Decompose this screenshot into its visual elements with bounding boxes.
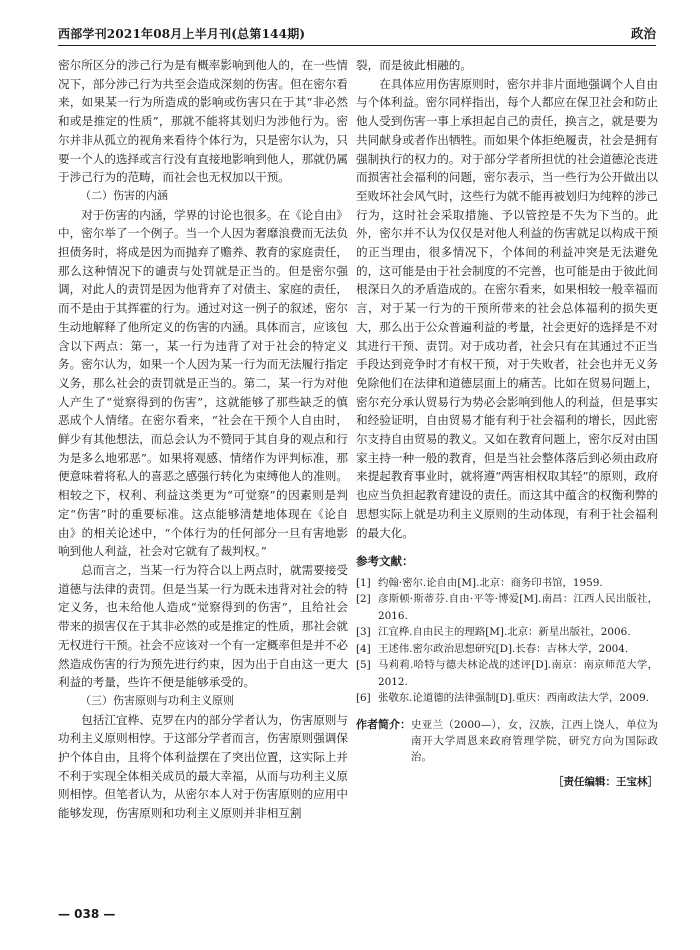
reference-text: 王述伟.密尔政治思想研究[D].长春：吉林大学，2004. (378, 642, 629, 655)
left-column (58, 56, 348, 823)
references-heading: 参考文献： (356, 554, 414, 569)
reference-number: [5] (356, 659, 371, 672)
author-bio (356, 717, 658, 765)
page-number: — 038 — (58, 907, 116, 921)
author-label: 作者简介： (356, 717, 411, 731)
page-header (58, 22, 656, 46)
reference-text: 彦斯顿·斯蒂芬.自由·平等·博爱[M].南昌：江西人民出版社，2016. (378, 593, 658, 622)
reference-item (356, 690, 658, 707)
reference-text: 马莉莉.哈特与德夫林论战的述评[D].南京：南京师范大学，2012. (378, 659, 658, 688)
responsible-editor: ［责任编辑：王宝林］ (553, 775, 658, 788)
reference-item (356, 657, 658, 690)
paragraph: 包括江宜桦、克罗在内的部分学者认为，伤害原则与功利主义原则相悖。于这部分学者而言，伤害原则强调保护个体自由，且将个体利益摆在了突出位置，这实际上并不利于实现全体相关成员的最大幸福，从而与功利主义原则相悖。但笔者认为，从密尔本人对于伤害原则的应用中能够发现，伤害原则和功利主义原则并非相互割 (58, 712, 348, 821)
reference-item (356, 591, 658, 624)
reference-item (356, 641, 658, 658)
right-column (356, 56, 658, 792)
reference-text: 江宜桦.自由民主的理路[M].北京：新星出版社，2006. (378, 626, 631, 639)
reference-number: [1] (356, 576, 371, 589)
paragraph: 总而言之，当某一行为符合以上两点时，就需要接受道德与法律的责罚。但是当某一行为既未违背对社会的特定义务，也未给他人造成“觉察得到的伤害”，且给社会带来的损害仅在于其非必然的或是推定的性质，那社会就无权进行干预。社会不应该对一个有一定概率但是并不必然造成伤害的行为预先进行约束，因为出于自由这一更大利益的考量，些许不便是能够承受的。 (58, 562, 348, 690)
paragraph: 在具体应用伤害原则时，密尔并非片面地强调个人自由与个体利益。密尔同样指出，每个人都应在保卫社会和防止他人受到伤害一事上承担起自己的责任，换言之，就是要为共同献身或者作出牺牲。而如果个体拒绝履责，社会是拥有强制执行的权力的。对于部分学者所担忧的社会道德沦丧进而损害社会福利的问题，密尔表示，当一些行为公开做出以至败坏社会风气时，这些行为就不能再被划归为纯粹的涉己行为，这时社会采取措施、予以管控是不失为下当的。此外，密尔并不认为仅仅是对他人利益的伤害就足以构成干预的正当理由，很多情况下，个体间的利益冲突是无法避免的，这可能是由于社会制度的不完善，也可能是由于彼此间根深日久的矛盾造成的。在密尔看来，如果相较一般幸福而言，对于某一行为的干预所带来的社会总体福利的损失更大，那么出于公众普遍利益的考量，社会更好的选择是不对其进行干预、责罚。对于成功者，社会只有在其通过不正当手段达到竞争时才有权干预，对于失败者，社会也并无义务免除他们在法律和道德层面上的痛苦。比如在贸易问题上，密尔充分承认贸易行为势必会影响到他人的利益，但是事实和经验证明，自由贸易才能有利于社会福利的增长，因此密尔支持自由贸易的教义。又如在教育问题上，密尔反对由国家主持一种一般的教育，但是当社会整体落后到必须由政府来提起教育事业时，就将遵“两害相权取其轻”的原则，政府也应当负担起教育建设的责任。而这其中蕴含的权衡利弊的思想实际上就是功利主义原则的生动体现，有利于社会福利的最大化。 (356, 76, 658, 540)
reference-number: [3] (356, 626, 371, 639)
reference-number: [2] (356, 593, 371, 606)
section-label: 政治 (630, 26, 656, 41)
author-text: 史亚兰（2000—），女，汉族，江西上饶人，单位为南开大学周恩来政府管理学院，研究方向为国际政治。 (411, 718, 658, 763)
journal-title: 西部学刊2021年08月上半月刊(总第144期) (58, 27, 306, 41)
section-heading: （二）伤害的内涵 (80, 188, 168, 202)
reference-text: 张敬东.论道德的法律强制[D].重庆：西南政法大学，2009. (378, 692, 649, 705)
reference-number: [6] (356, 692, 371, 705)
section-heading: （三）伤害原则与功利主义原则 (80, 693, 234, 707)
reference-text: 约翰·密尔.论自由[M].北京：商务印书馆，1959. (378, 576, 603, 589)
reference-item (356, 575, 658, 592)
paragraph: 对于伤害的内涵，学界的讨论也很多。在《论自由》中，密尔举了一个例子。当一个人因为奢靡浪费而无法负担债务时，将成是因为而抛弃了赡养、教育的家庭责任，那么这种情况下的谴责与处罚就是正当的。但是密尔强调，对此人的责罚是因为他背弃了对债主、家庭的责任，而不是由于其挥霍的行为。通过对这一例子的叙述，密尔生动地解释了他所定义的伤害的内涵。具体而言，应该包含以下两点：第一，某一行为违背了对于社会的特定义务。密尔认为，如果一个人因为某一行为而无法履行指定义务，那么社会的责罚就是正当的。第二，某一行为对他人产生了“觉察得到的伤害”，这就能够了那些缺乏的慎恶成个人情绪。在密尔看来，“社会在干预个人自由时，鲜少有其他想法，而总会认为不赞同于其自身的观点和行为是多么地邪恶”。如果将观感、情绪作为评判标准，那便意味着将私人的喜恶之感强行转化为束缚他人的准则。相较之下，权利、利益这类更为“可觉察”的因素则是判定“伤害”时的重要标准。这点能够清楚地体现在《论自由》的相关论述中，“个体行为的任何部分一旦有害地影响到他人利益，社会对它就有了裁判权。” (58, 207, 348, 559)
reference-item (356, 624, 658, 641)
reference-number: [4] (356, 642, 371, 655)
paragraph: 密尔所区分的涉己行为是有概率影响到他人的，在一些情况下，部分涉己行为共至会造成深刻的伤害。但在密尔看来，如果某一行为所造成的影响或伤害只在于其“非必然和或是推定的性质”，那就不能将其划归为涉他行为。密尔并非从孤立的视角来看待个体行为，只是密尔认为，只要一个人的选择或言行没有直接地影响到他人，那就仍属于涉己行为的范畴，而社会也无权加以干预。 (58, 58, 348, 185)
references-list (356, 575, 658, 707)
paragraph: 裂，而是彼此相融的。 (356, 58, 472, 72)
